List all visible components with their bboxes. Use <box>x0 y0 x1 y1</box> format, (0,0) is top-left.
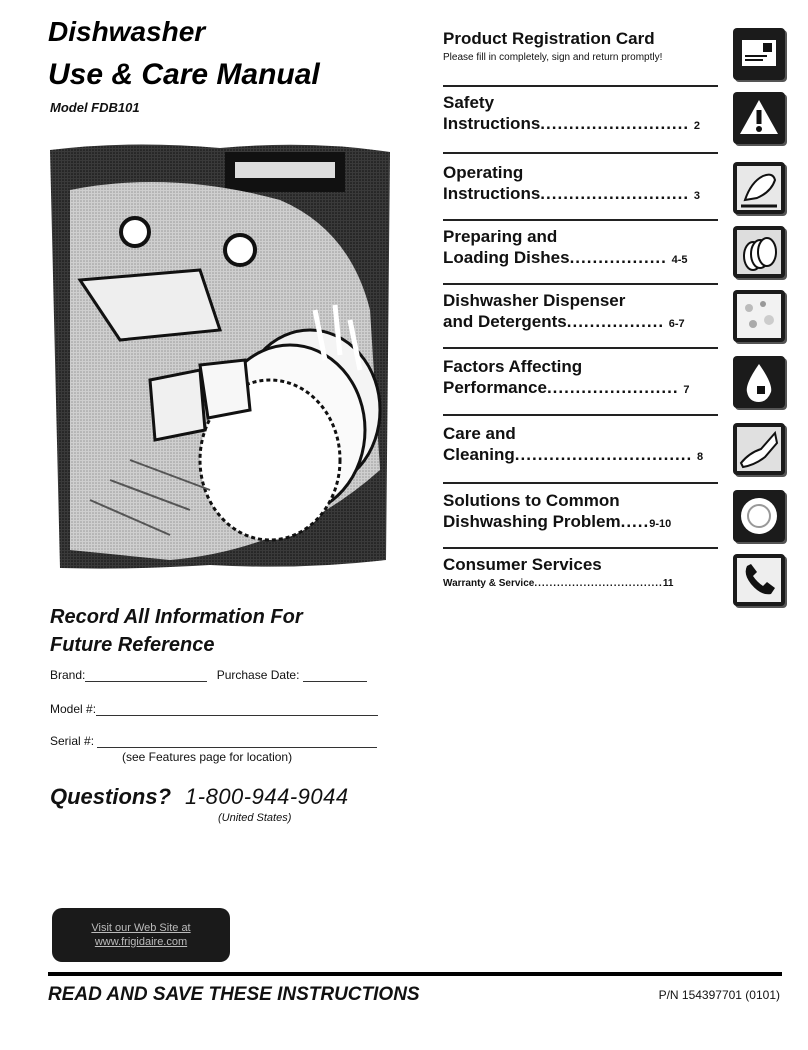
toc-title: Dishwasher Dispenser <box>443 291 626 310</box>
purchase-date-label: Purchase Date: <box>216 668 300 682</box>
toc-leader-dots: ................. <box>566 312 665 331</box>
manual-title-line1: Dishwasher <box>48 16 206 47</box>
toc-divider <box>443 414 718 416</box>
model-number: Model FDB101 <box>50 100 140 115</box>
toc-divider <box>443 347 718 349</box>
toc-title: Safety <box>443 93 495 112</box>
part-number: P/N 154397701 (0101) <box>658 988 780 1002</box>
toc-page-number: 6-7 <box>668 318 685 330</box>
website-url[interactable]: www.frigidaire.com <box>94 936 188 948</box>
toc-divider <box>443 482 718 484</box>
phone-number[interactable]: 1-800-944-9044 <box>185 784 349 809</box>
toc-title-line2: Instructions <box>443 184 541 203</box>
dishwasher-illustration <box>50 140 390 570</box>
phone-region: (United States) <box>218 812 292 824</box>
toc-page-number: 11 <box>662 578 674 589</box>
mail-card-icon <box>733 28 785 80</box>
brand-field[interactable] <box>85 681 207 682</box>
toc-title: Factors Affecting <box>443 357 583 376</box>
toc-title: Solutions to Common <box>443 491 620 510</box>
toc-title-line2: Dishwashing Problem <box>443 512 621 531</box>
questions-line <box>50 784 349 810</box>
toc-title: Consumer Services <box>443 555 602 574</box>
phone-icon <box>733 554 785 606</box>
toc-divider <box>443 547 718 549</box>
record-heading-line1: Record All Information For <box>50 606 303 628</box>
toc-leader-dots: .......................... <box>540 184 690 203</box>
toc-divider <box>443 152 718 154</box>
toc-leader-dots: .................................. <box>534 578 663 589</box>
toc-page-number: 7 <box>683 384 690 396</box>
toc-page-number: 9-10 <box>649 518 672 530</box>
toc-title: Care and <box>443 424 516 443</box>
serial-location-note: (see Features page for location) <box>122 750 293 764</box>
purchase-date-field[interactable] <box>303 681 367 682</box>
toc-page-number: 2 <box>693 120 700 132</box>
toc-title-line2: and Detergents <box>443 312 567 331</box>
manual-title-line2: Use & Care Manual <box>48 58 320 91</box>
model-field[interactable] <box>96 715 378 716</box>
website-badge[interactable] <box>52 908 230 962</box>
cleaning-hand-icon <box>733 423 785 475</box>
toc-subtitle: Please fill in completely, sign and return promptly! <box>443 52 663 63</box>
toc-title: Preparing and <box>443 227 558 246</box>
detergent-icon <box>733 290 785 342</box>
model-label: Model #: <box>50 702 97 716</box>
water-drop-icon <box>733 356 785 408</box>
toc-leader-dots: ............................... <box>514 445 693 464</box>
toc-title-line2: Performance <box>443 378 547 397</box>
brand-label: Brand: <box>50 668 86 682</box>
toc-title-line2: Loading Dishes <box>443 248 570 267</box>
toc-divider <box>443 85 718 87</box>
toc-leader-dots: ....................... <box>546 378 679 397</box>
toc-leader-dots: ................. <box>569 248 667 267</box>
website-line1: Visit our Web Site at <box>91 921 191 934</box>
toc-title-line2: Instructions <box>443 114 541 133</box>
toc-title: Product Registration Card <box>443 29 655 48</box>
serial-row <box>50 734 377 748</box>
toc-title: Operating <box>443 163 524 182</box>
model-row <box>50 702 378 716</box>
toc-page-number: 3 <box>693 190 700 202</box>
warning-icon <box>733 92 785 144</box>
serial-field[interactable] <box>97 747 377 748</box>
toc-page-number: 4-5 <box>671 254 688 266</box>
questions-label: Questions? <box>50 784 172 809</box>
toc-subtitle: Warranty & Service <box>443 578 535 589</box>
toc-divider <box>443 219 718 221</box>
toc-divider <box>443 283 718 285</box>
record-heading-line2: Future Reference <box>50 634 215 656</box>
toc-leader-dots: .......................... <box>540 114 690 133</box>
hand-press-icon <box>733 162 785 214</box>
toc-page-number: 8 <box>696 451 704 463</box>
serial-label: Serial #: <box>50 734 95 748</box>
plate-icon <box>733 490 785 542</box>
stacked-dishes-icon <box>733 226 785 278</box>
footer-rule <box>48 972 782 976</box>
toc-title-line2: Cleaning <box>443 445 515 464</box>
brand-row <box>50 668 367 682</box>
toc-leader-dots: ..... <box>620 512 650 531</box>
read-save-instructions: READ AND SAVE THESE INSTRUCTIONS <box>48 984 420 1005</box>
